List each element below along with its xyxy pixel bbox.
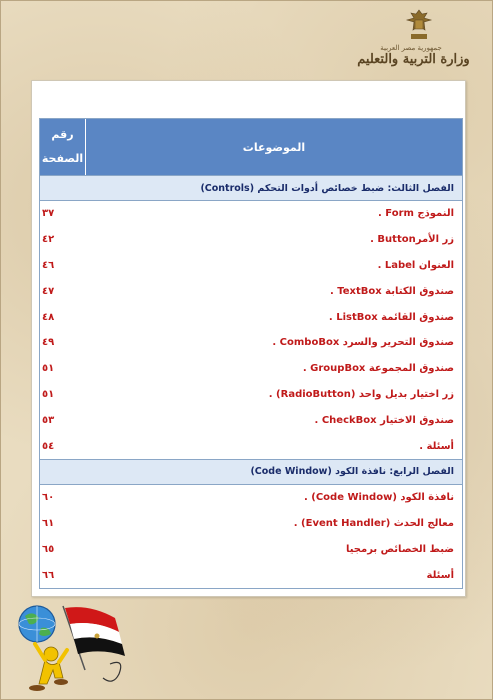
- toc-topic: النموذج Form .: [378, 208, 454, 220]
- ministry-logo: [346, 8, 481, 78]
- toc-page-number: ٥٤: [42, 440, 55, 452]
- toc-page-number: ٦٦: [42, 569, 55, 581]
- toc-header-row: [40, 119, 462, 175]
- toc-page-number: ٣٧: [42, 208, 55, 220]
- toc-row[interactable]: [40, 485, 462, 511]
- globe-mascot-icon: [15, 598, 135, 698]
- toc-topic: صندوق القائمة ListBox .: [328, 311, 454, 323]
- toc-row[interactable]: [40, 407, 462, 433]
- toc-row[interactable]: [40, 382, 462, 408]
- egypt-flag-icon: [65, 607, 125, 656]
- toc-row[interactable]: [40, 278, 462, 304]
- toc-row[interactable]: [40, 304, 462, 330]
- toc-row[interactable]: [40, 511, 462, 537]
- toc-row[interactable]: [40, 562, 462, 588]
- section-title-3: الفصل الثالث: ضبط خصائص أدوات التحكم (Controls): [40, 175, 462, 201]
- toc-row[interactable]: [40, 253, 462, 279]
- toc-topic: صندوق التحرير والسرد ComboBox .: [272, 337, 454, 349]
- country-name: جمهورية مصر العربية: [380, 44, 442, 52]
- toc-row[interactable]: [40, 227, 462, 253]
- toc-row[interactable]: [40, 537, 462, 563]
- ministry-name: وزارة التربية والتعليم: [357, 52, 470, 67]
- toc-topic: صندوق المجموعة GroupBox .: [302, 363, 454, 375]
- toc-page-number: ٦٥: [42, 543, 55, 555]
- toc-row[interactable]: [40, 356, 462, 382]
- toc-page-number: ٥١: [42, 388, 55, 400]
- toc-page-number: ٤٦: [42, 259, 55, 271]
- toc-page-number: ٦١: [42, 518, 55, 530]
- toc-page-number: ٤٧: [42, 285, 55, 297]
- topics-column-header: الموضوعات: [242, 140, 306, 154]
- toc-topic: زر اختيار بديل واحد (RadioButton) .: [268, 388, 454, 400]
- toc-row[interactable]: [40, 433, 462, 459]
- toc-page-number: ٤٨: [42, 311, 55, 323]
- toc-page-number: ٦٠: [42, 492, 55, 504]
- eagle-emblem-icon: [405, 8, 433, 42]
- toc-table: [39, 118, 463, 589]
- toc-topic: نافذة الكود (Code Window) .: [303, 492, 454, 504]
- toc-topic: معالج الحدث (Event Handler) .: [293, 518, 454, 530]
- toc-row[interactable]: [40, 330, 462, 356]
- toc-topic: صندوق الكتابة TextBox .: [329, 285, 454, 297]
- toc-topic: العنوان Label .: [377, 259, 454, 271]
- toc-page-number: ٤٢: [42, 234, 55, 246]
- toc-topic: ضبط الخصائص برمجيا: [345, 543, 454, 555]
- page-header-line2: الصفحة: [41, 152, 84, 165]
- page-header-line1: رقم: [51, 128, 74, 141]
- toc-page-number: ٥٣: [42, 414, 55, 426]
- section-title-4: الفصل الرابع: نافذة الكود (Code Window): [40, 459, 462, 485]
- toc-topic: صندوق الاختيار CheckBox .: [314, 414, 454, 426]
- toc-page-number: ٤٩: [42, 337, 55, 349]
- page-column-header: [40, 119, 86, 175]
- toc-page-number: ٥١: [42, 363, 55, 375]
- toc-topic: زر الأمرButton .: [370, 234, 454, 246]
- toc-topic: أسئلة .: [419, 440, 454, 452]
- toc-topic: أسئلة: [426, 569, 454, 581]
- toc-row[interactable]: [40, 201, 462, 227]
